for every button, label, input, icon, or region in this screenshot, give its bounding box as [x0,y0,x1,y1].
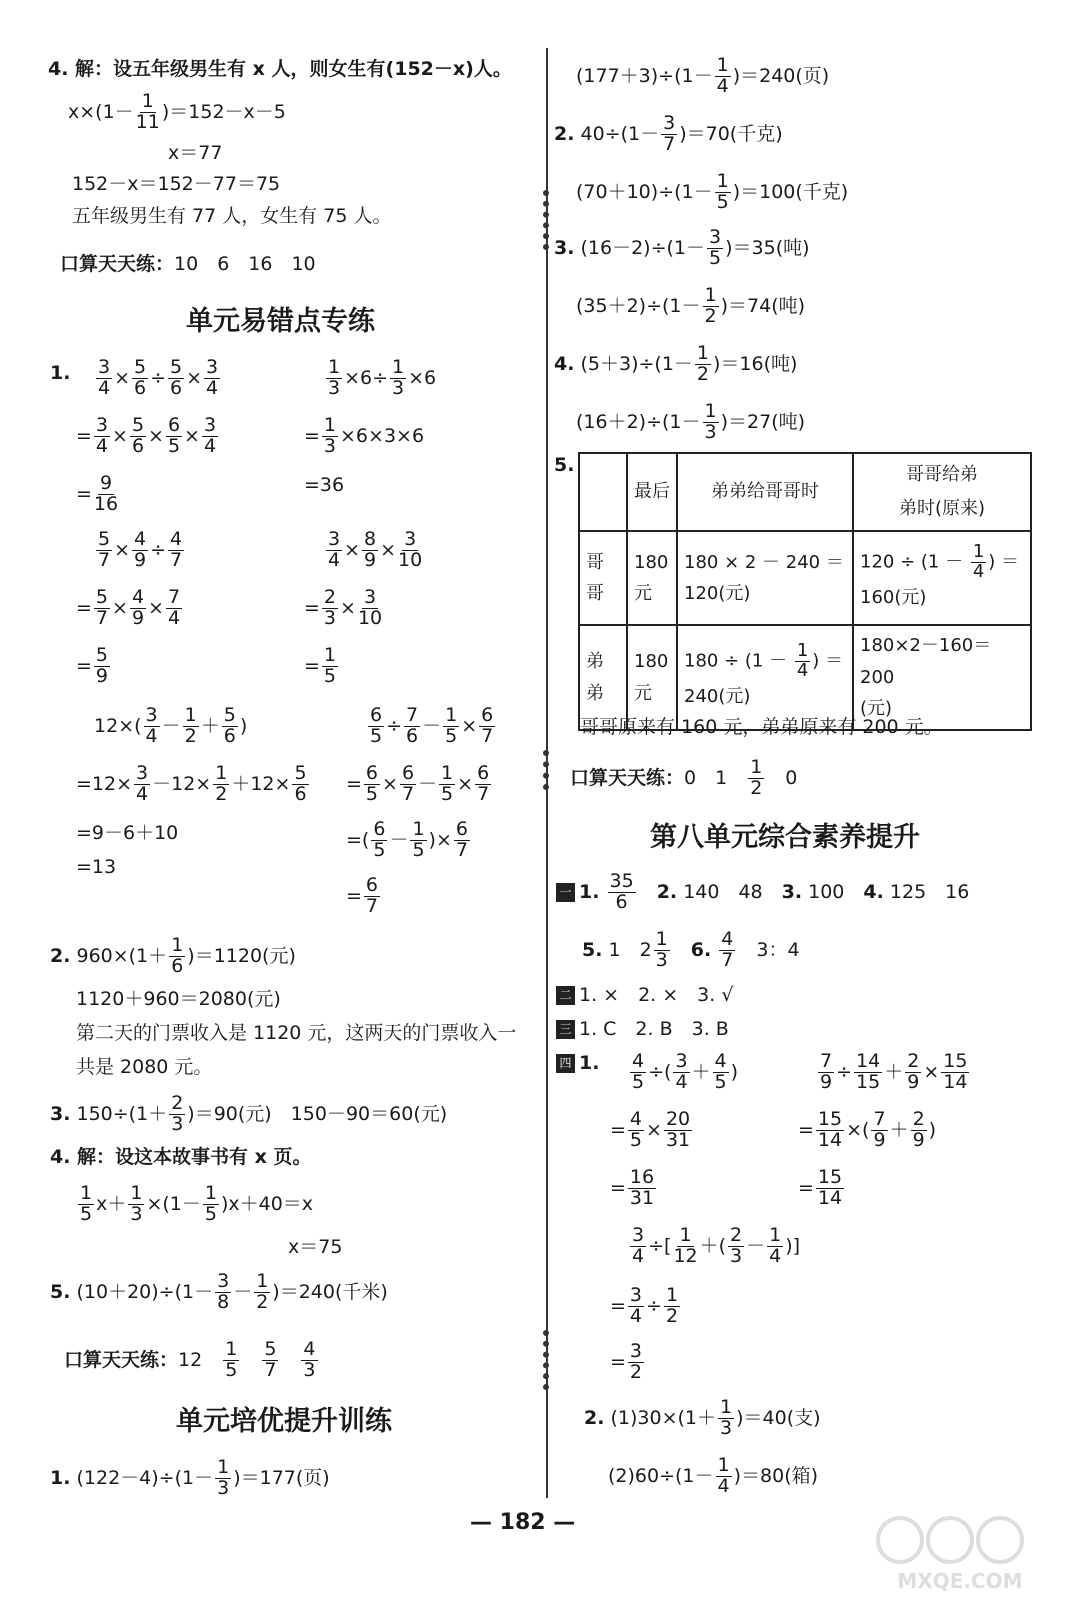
calc-b2-line3: = $\frac{1}{5}$ [304,644,337,687]
table-cell-name: 弟弟 [579,625,627,730]
q2-line2: 1120＋960＝2080(元) [76,988,281,1010]
calc-d-c3: = $\frac{3}{2}$ [610,1340,643,1383]
table-cell: 180 × 2 － 240 ＝ 120(元) [677,531,853,625]
section-title-advanced: 单元培优提升训练 [176,1406,392,1437]
r3b-line: (35＋2)÷(1－ $\frac{1}{2}$ )＝74(吨) [576,284,806,327]
q3-line: 3. 150÷(1＋ $\frac{2}{3}$ )＝90(元) 150－90＝60(元) [50,1092,448,1135]
s1-line2: 5. 1 2 $\frac{1}{3}$ 6. $\frac{4}{7}$ 3：4 [582,928,800,971]
table-cell: 180×2－160＝200 (元) [853,625,1031,730]
q4-equation: x×(1－ $\frac{1}{11}$ )＝152－x－5 [68,90,286,133]
calc-d-b1: $\frac{7}{9}$ ÷ $\frac{14}{15}$ ＋ $\frac{2}{9}$ × $\frac{15}{14}$ [820,1050,968,1093]
calc-b2-line1: $\frac{3}{4}$ × $\frac{8}{9}$ × $\frac{3}{10}$ [328,528,423,571]
q2-line4: 共是 2080 元。 [76,1056,213,1078]
q4b-equation: $\frac{1}{5}$ x＋ $\frac{1}{3}$ ×(1－ $\frac{1}{5}$ )x＋40＝x [80,1182,314,1225]
calc-b3-line1: $\frac{6}{5}$ ÷ $\frac{7}{6}$ － $\frac{1}{5}$ × $\frac{6}{7}$ [370,704,494,747]
q4-solution: x＝77 [168,142,223,164]
r1-line: (177＋3)÷(1－ $\frac{1}{4}$ )＝240(页) [576,54,830,97]
s4-number: 四 1. [556,1054,599,1073]
table-header-row [579,453,1031,531]
section-badge-4: 四 [556,1054,575,1073]
oral-practice-3: 口算天天练：0 1 $\frac{1}{2}$ 0 [570,756,798,799]
calc-a1-line2: = $\frac{3}{4}$ × $\frac{5}{6}$ × $\frac{6}{5}$ × $\frac{3}{4}$ [76,414,217,457]
calc-a1-line1: $\frac{3}{4}$ × $\frac{5}{6}$ ÷ $\frac{5}{6}$ × $\frac{3}{4}$ [98,356,219,399]
calc-d-b2: = $\frac{15}{14}$ ×( $\frac{7}{9}$ ＋ $\frac{2}{9}$ ) [798,1108,937,1151]
q1-number: 1. [50,362,71,384]
calc-a3-line4: =13 [76,856,117,878]
dotted-divider [543,750,555,790]
calc-d-c1: $\frac{3}{4}$ ÷[ $\frac{1}{12}$ ＋( $\frac{2}{3}$ － $\frac{1}{4}$ )] [632,1224,801,1267]
section-title-unit8: 第八单元综合素养提升 [650,822,920,853]
r3a-line: 3. (16－2)÷(1－ $\frac{3}{5}$ )＝35(吨) [554,226,810,269]
q2b-line: (2)60÷(1－ $\frac{1}{4}$ )＝80(箱) [608,1454,819,1497]
r4b-line: (16＋2)÷(1－ $\frac{1}{3}$ )＝27(吨) [576,400,806,443]
calc-a3-line1: 12×( $\frac{3}{4}$ － $\frac{1}{2}$ ＋ $\frac{5}{6}$ ) [94,704,248,747]
calc-b3-line4: = $\frac{6}{7}$ [346,874,379,917]
table-header-cell: 最后 [627,453,677,531]
table-cell: 180 元 [627,625,677,730]
dotted-divider [543,1330,555,1390]
q2-line3: 第二天的门票收入是 1120 元，这两天的门票收入一 [76,1022,517,1044]
s3-line: 三 1. C 2. B 3. B [556,1020,729,1039]
calc-d-a3: = $\frac{16}{31}$ [610,1166,655,1209]
section-badge-1: 一 [556,883,575,902]
calc-b2-line2: = $\frac{2}{3}$ × $\frac{3}{10}$ [304,586,383,629]
table-cell: 180 元 [627,531,677,625]
q4-answer: 五年级男生有 77 人，女生有 75 人。 [72,205,392,227]
table-cell: 180 ÷ (1 － $\frac{1}{4}$ ) ＝ 240(元) [677,625,853,730]
table-cell-name: 哥哥 [579,531,627,625]
table-header-cell: 弟弟给哥哥时 [677,453,853,531]
section-title-errors: 单元易错点专练 [186,306,375,337]
money-table [578,452,1032,731]
oral-practice-1: 口算天天练：10 6 16 10 [60,253,316,275]
calc-b3-line2: = $\frac{6}{5}$ × $\frac{6}{7}$ － $\frac{1}{5}$ × $\frac{6}{7}$ [346,762,490,805]
table-row [579,531,1031,625]
page-number: — 182 — [470,1510,576,1535]
calc-a1-line3: = $\frac{9}{16}$ [76,472,119,515]
calc-a2-line3: = $\frac{5}{9}$ [76,644,109,687]
r4a-line: 4. (5＋3)÷(1－ $\frac{1}{2}$ )＝16(吨) [554,342,798,385]
s2-line: 二 1. × 2. × 3. √ [556,986,733,1005]
q2-line1: 2. 960×(1＋ $\frac{1}{6}$ )＝1120(元) [50,934,296,977]
r2a-line: 2. 40÷(1－ $\frac{3}{7}$ )＝70(千克) [554,112,783,155]
calc-a2-line1: $\frac{5}{7}$ × $\frac{4}{9}$ ÷ $\frac{4}{7}$ [98,528,183,571]
s1-line1: 一 1. $\frac{35}{6}$ 2. 140 48 3. 100 4. 125 16 [556,872,969,913]
table-header-cell [579,453,627,531]
table-answer: 哥哥原来有 160 元，弟弟原来有 200 元。 [580,716,943,738]
q4b-title: 4. 解：设这本故事书有 x 页。 [50,1146,312,1168]
calc-a3-line2: =12× $\frac{3}{4}$ －12× $\frac{1}{2}$ ＋12× $\frac{5}{6}$ [76,762,307,805]
calc-b1-line2: = $\frac{1}{3}$ ×6×3×6 [304,414,425,457]
calc-d-c2: = $\frac{3}{4}$ ÷ $\frac{1}{2}$ [610,1284,679,1327]
calc-b1-line1: $\frac{1}{3}$ ×6÷ $\frac{1}{3}$ ×6 [328,356,437,399]
oral-practice-2: 口算天天练：12 $\frac{1}{5}$ $\frac{5}{7}$ $\frac{4}{3}$ [64,1338,316,1381]
q5-line: 5. (10＋20)÷(1－ $\frac{3}{8}$ － $\frac{1}{2}$ )＝240(千米) [50,1270,388,1313]
calc-a3-line3: =9－6＋10 [76,822,179,844]
r2b-line: (70＋10)÷(1－ $\frac{1}{5}$ )＝100(千克) [576,170,849,213]
q5-number: 5. [554,454,575,476]
section-badge-3: 三 [556,1020,575,1039]
calc-d-b3: = $\frac{15}{14}$ [798,1166,843,1209]
table-cell: 120 ÷ (1 － $\frac{1}{4}$ ) ＝ 160(元) [853,531,1031,625]
calc-b3-line3: =( $\frac{6}{5}$ － $\frac{1}{5}$ )× $\frac{6}{7}$ [346,818,468,861]
q4b-solution: x＝75 [288,1236,343,1258]
calc-a2-line2: = $\frac{5}{7}$ × $\frac{4}{9}$ × $\frac{7}{4}$ [76,586,181,629]
section-badge-2: 二 [556,986,575,1005]
q4-calc: 152－x＝152－77＝75 [72,173,281,195]
calc-b1-line3: =36 [304,474,345,496]
watermark-logo [870,1500,1050,1595]
q6-line: 1. (122－4)÷(1－ $\frac{1}{3}$ )＝177(页) [50,1456,330,1499]
q2a-line: 2. (1)30×(1＋ $\frac{1}{3}$ )＝40(支) [584,1396,821,1439]
table-header-cell: 哥哥给弟 弟时(原来) [853,453,1031,531]
table-row [579,625,1031,730]
watermark-text: MXQE.COM [897,1569,1023,1593]
calc-d-a2: = $\frac{4}{5}$ × $\frac{20}{31}$ [610,1108,691,1151]
calc-d-a1: $\frac{4}{5}$ ÷( $\frac{3}{4}$ ＋ $\frac{4}{5}$ ) [632,1050,739,1093]
q4-title: 4. 解：设五年级男生有 x 人，则女生有(152－x)人。 [48,58,512,80]
